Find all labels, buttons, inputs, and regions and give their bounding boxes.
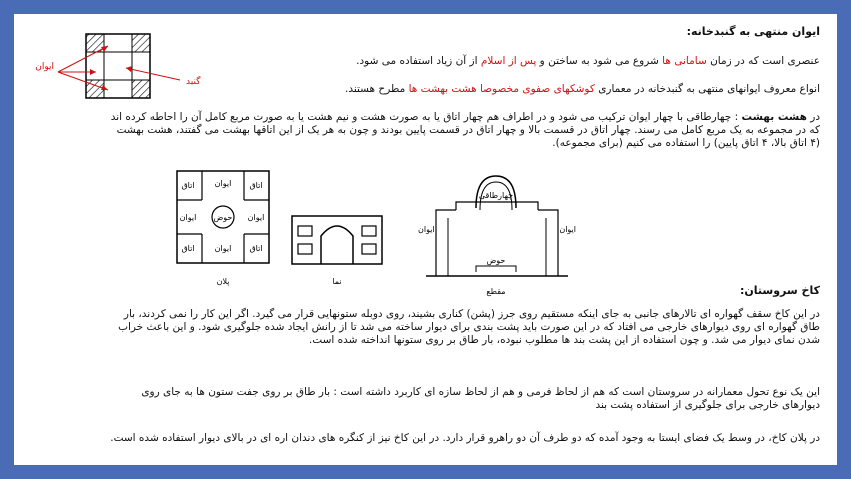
chartaqi-label: چهارطاقی bbox=[478, 191, 514, 200]
central-arch bbox=[321, 226, 353, 264]
room-label: اتاق bbox=[181, 181, 195, 190]
highlight-samanid: سامانی ها bbox=[662, 55, 707, 67]
elevation-caption: نما bbox=[332, 277, 342, 286]
paragraph-hasht-behesht bbox=[104, 111, 820, 150]
text-run: شروع می شود به ساختن و bbox=[536, 55, 663, 67]
paragraph-sarvestan-evolution: این یک نوع تحول معمارانه در سروستان است که هم از لحاظ فرمی و هم از لحاظ سازه ای کاربرد داشته است : بار طاق بر روی جفت ستون ها به جای روی دیوارهای خارجی برای جلوگیری از استفاده پشت بند bbox=[141, 386, 820, 411]
section-diagram bbox=[418, 168, 576, 298]
paragraph-iwan-types bbox=[120, 83, 820, 96]
iwan-label: ایوان bbox=[214, 244, 232, 253]
highlight-safavid-pavilions: کوشکهای صفوی مخصوصا هشت بهشت ها bbox=[408, 83, 595, 95]
text-run: : چهارطاقی با چهار ایوان ترکیب می شود و در اطراف هم چهار اتاق یا به صورت هشت و نیم هشت یا به صورت مربع کامل آن را احاطه کرده اند که در مجموعه به یک مربع کامل می رسند. چهار اتاق در قسمت بالا و چهار اتاق در قسمت پایین بودند و چون به هر یک از این اتاقها بهشت می گفتند، هشت بهشت (۴ اتاق بالا، ۴ اتاق پایین) را استفاده می کنیم (برای مجموعه). bbox=[110, 111, 820, 149]
dome-label: گنبد bbox=[186, 77, 201, 87]
text-run: مطرح هستند. bbox=[345, 83, 409, 95]
text-run: از آن زیاد استفاده می شود. bbox=[356, 55, 481, 67]
paragraph-sarvestan-vaults: در این کاخ سقف گهواره ای تالارهای جانبی به جای اینکه مستقیم روی جرز (پشن) کناری بشیند، روی دوبله ستونهایی قرار می گیرد. اگر این کار را نمی کردند، بار طاق گهواره ای روی دیوارهای خارجی می افتاد که در این صورت باید پشت بندی برای دیوار ساخته می شد تا از رانش ایجاد شده جلوگیری شود. و این باعث خراب شدن نمای دیوار می شد. و چون استفاده از این پشت بند ها مطلوب نبوده، بار طاق بر روی ستونها انداخته شده است. bbox=[118, 308, 820, 346]
section-title-iwan: ایوان منتهی به گنبدخانه: bbox=[686, 25, 820, 38]
term-hasht-behesht: هشت بهشت bbox=[741, 111, 807, 123]
text-run: در bbox=[806, 111, 820, 123]
hatched-corner bbox=[132, 34, 150, 52]
text-run: عنصری است که در زمان bbox=[706, 55, 820, 67]
highlight-after-islam: پس از اسلام bbox=[480, 55, 537, 67]
iwan-label: ایوان bbox=[418, 225, 435, 234]
iwan-label: ایوان bbox=[35, 62, 54, 72]
iwan-label: ایوان bbox=[179, 213, 197, 222]
paragraph-iwan-origin bbox=[240, 55, 820, 68]
plan-caption: پلان bbox=[216, 277, 230, 286]
section-caption: مقطع bbox=[486, 287, 506, 296]
paragraph-sarvestan-plan: در پلان کاخ، در وسط یک فضای ایستا به وجود آمده که دو طرف آن دو راهرو قرار دارد. در این کاخ نیز از کنگره های دندان اره ای در بالای دیوار استفاده شده است. bbox=[110, 432, 820, 444]
slide bbox=[14, 14, 837, 465]
pool-label: حوض bbox=[213, 213, 233, 222]
iwan-label: ایوان bbox=[214, 179, 232, 188]
iwan-label: ایوان bbox=[247, 213, 265, 222]
room-label: اتاق bbox=[249, 244, 263, 253]
elevation-diagram bbox=[288, 208, 388, 292]
room-label: اتاق bbox=[181, 244, 195, 253]
room-label: اتاق bbox=[249, 181, 263, 190]
plan-diagram bbox=[174, 168, 274, 292]
text-run: انواع معروف ایوانهای منتهی به گنبدخانه در معماری bbox=[594, 83, 820, 95]
section-title-sarvestan: کاخ سروستان: bbox=[739, 284, 820, 297]
pool-label: حوض bbox=[486, 256, 506, 265]
iwan-label: ایوان bbox=[559, 225, 576, 234]
